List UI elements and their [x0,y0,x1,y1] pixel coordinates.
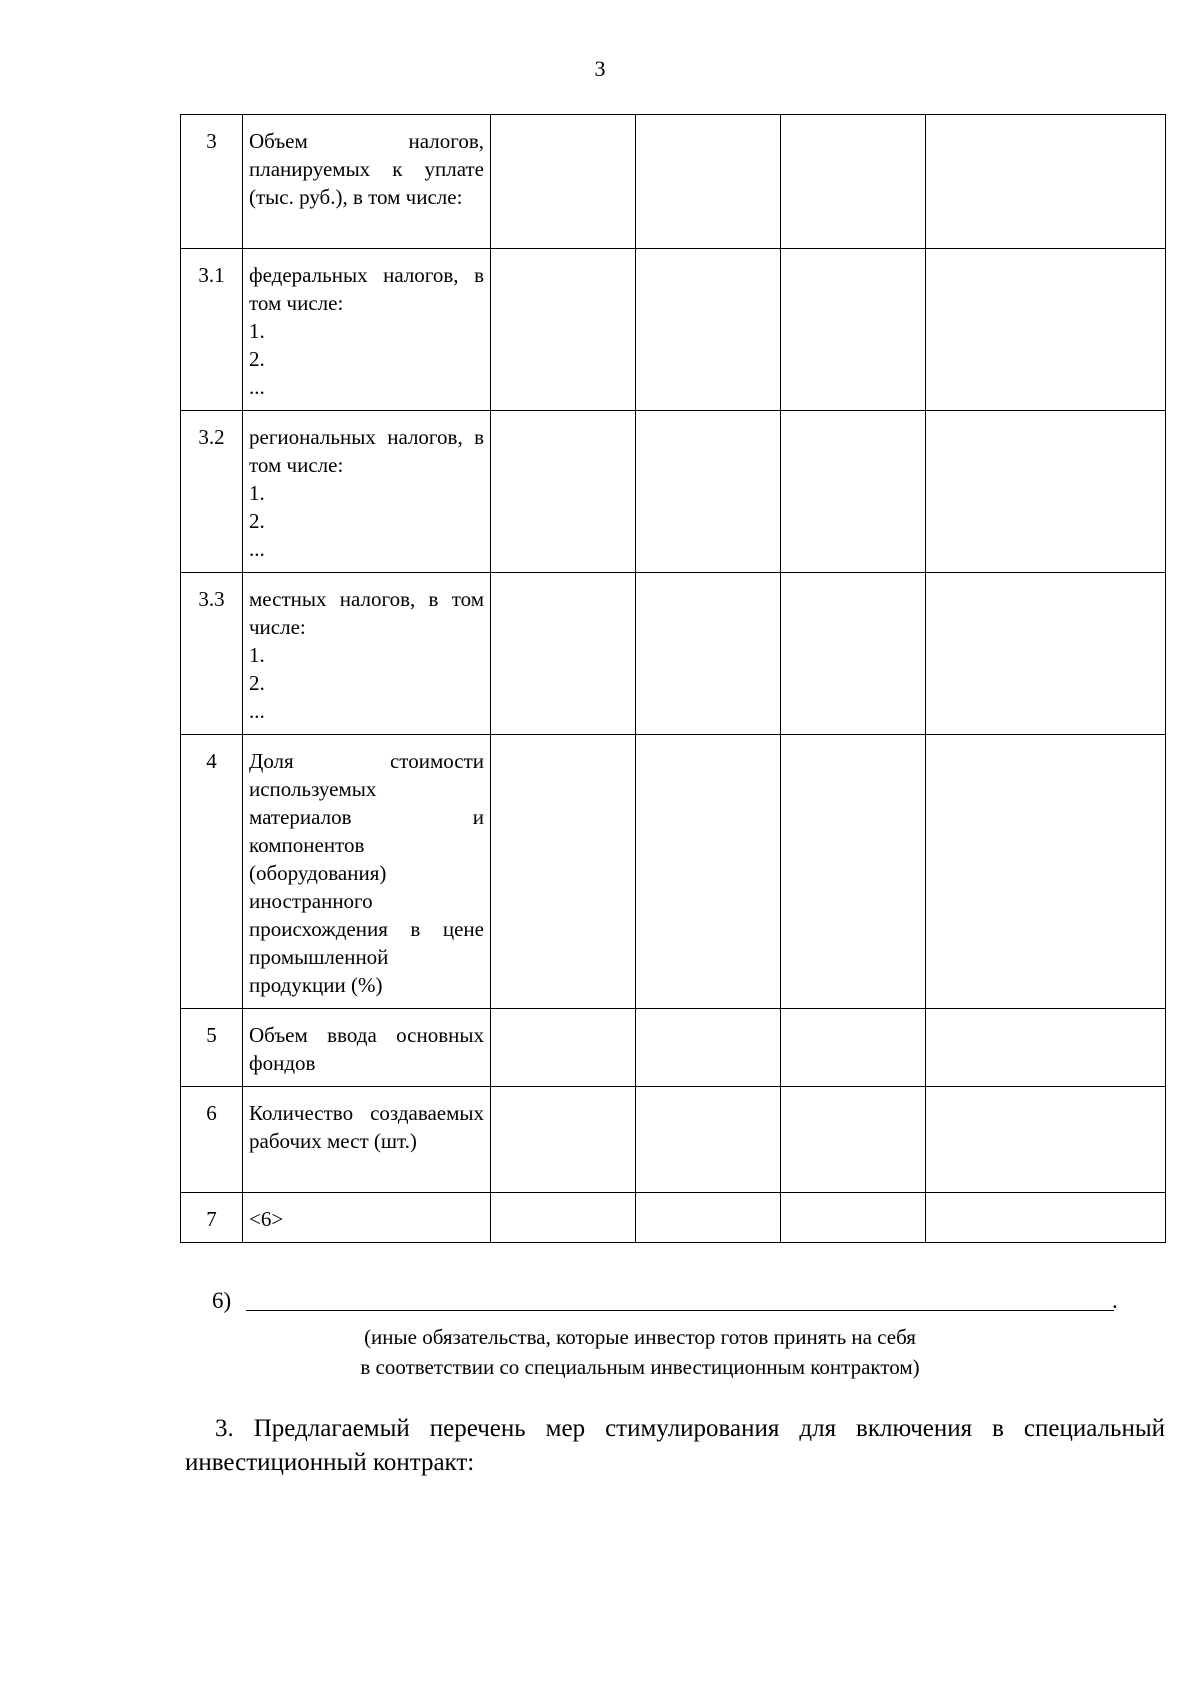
row-number: 4 [181,735,243,1009]
value-cell[interactable] [926,1193,1166,1243]
value-cell[interactable] [491,735,636,1009]
indicator-name [243,411,491,573]
table-row [181,573,1166,735]
indicator-name [243,1193,491,1243]
section-3-paragraph [185,1412,1165,1480]
value-cell[interactable] [926,115,1166,249]
value-cell[interactable] [636,573,781,735]
value-cell[interactable] [636,115,781,249]
value-cell[interactable] [636,249,781,411]
indicator-subitem: ... [249,537,265,561]
indicator-name [243,249,491,411]
value-cell[interactable] [491,1009,636,1087]
value-cell[interactable] [636,1087,781,1193]
value-cell[interactable] [926,1009,1166,1087]
value-cell[interactable] [781,735,926,1009]
page-number: 3 [594,56,606,81]
value-cell[interactable] [491,1087,636,1193]
indicator-name [243,1087,491,1193]
indicator-label: Количество создаваемых рабочих мест (шт.) [249,1101,484,1153]
row-number: 3.3 [181,573,243,735]
indicator-subitem: 1. [249,481,265,505]
value-cell[interactable] [926,1087,1166,1193]
indicator-subitem: 2. [249,671,265,695]
value-cell[interactable] [781,1087,926,1193]
indicator-name [243,115,491,249]
indicator-label: местных налогов, в том числе: [249,587,484,639]
subitem-6-end-mark: . [1112,1288,1118,1313]
value-cell[interactable] [781,573,926,735]
row-number: 6 [181,1087,243,1193]
indicator-name [243,1009,491,1087]
indicator-subitem: ... [249,699,265,723]
subitem-6 [212,1288,1132,1314]
value-cell[interactable] [926,573,1166,735]
value-cell[interactable] [491,1193,636,1243]
value-cell[interactable] [781,249,926,411]
indicator-label: Объем налогов, планируемых к уплате (тыс. руб.), в том числе: [249,129,484,209]
table-row [181,249,1166,411]
value-cell[interactable] [926,735,1166,1009]
value-cell[interactable] [491,249,636,411]
indicator-label: Объем ввода основных фондов [249,1023,484,1075]
indicators-table [180,114,1166,1243]
table-row [181,735,1166,1009]
row-number: 3.2 [181,411,243,573]
indicator-label: <6> [249,1207,284,1231]
value-cell[interactable] [636,411,781,573]
value-cell[interactable] [636,735,781,1009]
value-cell[interactable] [491,115,636,249]
table-row [181,115,1166,249]
indicator-label: Доля стоимости используемых материалов и компонентов (оборудования) иностранного происхождения в цене промышленной продукции (%) [249,749,484,997]
row-number: 7 [181,1193,243,1243]
hint-line-2: в соответствии со специальным инвестиционным контрактом) [360,1355,920,1379]
row-number: 5 [181,1009,243,1087]
indicator-subitem: 1. [249,643,265,667]
value-cell[interactable] [926,249,1166,411]
value-cell[interactable] [491,411,636,573]
indicator-subitem: 2. [249,347,265,371]
table-row [181,411,1166,573]
value-cell[interactable] [926,411,1166,573]
value-cell[interactable] [781,1193,926,1243]
table-row [181,1193,1166,1243]
indicator-name [243,573,491,735]
value-cell[interactable] [636,1193,781,1243]
hint-line-1: (иные обязательства, которые инвестор готов принять на себя [364,1325,916,1349]
indicator-name [243,735,491,1009]
value-cell[interactable] [781,115,926,249]
value-cell[interactable] [491,573,636,735]
section-3-text: 3. Предлагаемый перечень мер стимулирования для включения в специальный инвестиционный контракт: [185,1415,1165,1476]
indicator-label: федеральных налогов, в том числе: [249,263,484,315]
value-cell[interactable] [781,411,926,573]
indicator-subitem: 1. [249,319,265,343]
value-cell[interactable] [636,1009,781,1087]
value-cell[interactable] [781,1009,926,1087]
subitem-6-label: 6) [212,1288,232,1313]
table-row [181,1087,1166,1193]
indicator-subitem: 2. [249,509,265,533]
row-number: 3.1 [181,249,243,411]
subitem-6-hint [280,1322,1000,1382]
row-number: 3 [181,115,243,249]
indicator-subitem: ... [249,375,265,399]
table-body [181,115,1166,1243]
indicator-label: региональных налогов, в том числе: [249,425,484,477]
fill-in-line[interactable] [246,1310,1114,1311]
table-row [181,1009,1166,1087]
